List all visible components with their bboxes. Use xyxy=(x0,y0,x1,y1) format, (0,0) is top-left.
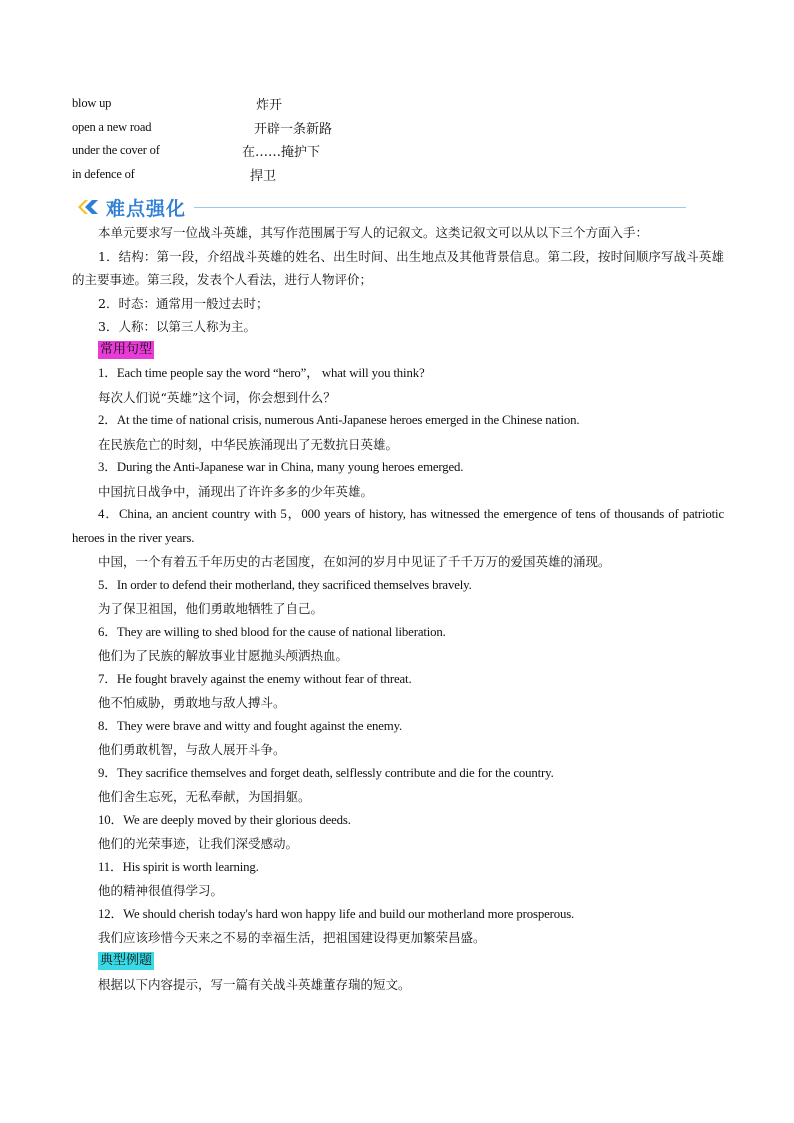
sentence-zh: 他们的光荣事迹，让我们深受感动。 xyxy=(98,836,299,851)
phrase-zh: 在……掩护下 xyxy=(242,145,321,161)
phrase-row xyxy=(72,116,724,140)
sentence-en: 7．He fought bravely against the enemy without fear of threat. xyxy=(98,671,412,686)
sentence-zh: 我们应该珍惜今天来之不易的幸福生活，把祖国建设得更加繁荣昌盛。 xyxy=(98,930,486,945)
phrase-list xyxy=(72,92,724,186)
sentence-en: 3．During the Anti-Japanese war in China, many young heroes emerged. xyxy=(98,460,464,474)
phrase-zh: 开辟一条新路 xyxy=(254,121,333,137)
sentence-en: 6．They are willing to shed blood for the cause of national liberation. xyxy=(98,624,446,639)
phrase-en: blow up xyxy=(72,96,112,111)
sentence-en: 10．We are deeply moved by their glorious deeds. xyxy=(98,812,351,827)
phrase-en: open a new road xyxy=(72,119,152,134)
double-chevron-icon xyxy=(76,197,102,217)
intro-paragraph: 本单元要求写一位战斗英雄，其写作范围属于写人的记叙文。这类记叙文可以从以下三个方面入手： xyxy=(98,225,649,240)
section-divider xyxy=(194,207,686,208)
section-title: 难点强化 xyxy=(106,197,187,220)
example-prompt: 根据以下内容提示，写一篇有关战斗英雄董存瑞的短文。 xyxy=(98,977,411,992)
intro-structure: 1．结构：第一段，介绍战斗英雄的姓名、出生时间、出生地点及其他背景信息。第二段，按时间顺序写战斗英雄的主要事迹。第三段，发表个人看法，进行人物评价； xyxy=(72,248,724,287)
sentence-en: 4．China, an ancient country with 5，000 years of history, has witnessed the emergence of tens of thousands of patriotic heroes in the river years. xyxy=(72,507,724,545)
sentence-zh: 他们舍生忘死，无私奉献，为国捐躯。 xyxy=(98,789,311,804)
tag-row xyxy=(72,339,724,363)
sentence-zh: 中国抗日战争中，涌现出了许许多多的少年英雄。 xyxy=(98,483,374,499)
phrase-row xyxy=(72,92,724,116)
sentence-zh: 他的精神很值得学习。 xyxy=(98,883,224,898)
sentence-zh: 为了保卫祖国，他们勇敢地牺牲了自己。 xyxy=(98,601,324,616)
sentence-en: 9．They sacrifice themselves and forget death, selflessly contribute and die for the country. xyxy=(98,765,554,780)
sentence-zh: 他不怕威胁，勇敢地与敌人搏斗。 xyxy=(98,695,286,710)
sentence-zh: 每次人们说“英雄”这个词，你会想到什么？ xyxy=(98,389,336,405)
document-page xyxy=(72,92,724,997)
sentence-en: 2．At the time of national crisis, numerous Anti-Japanese heroes emerged in the Chinese nation. xyxy=(98,413,580,427)
intro-person: 3．人称：以第三人称为主。 xyxy=(98,319,256,334)
sentence-en: 11．His spirit is worth learning. xyxy=(98,859,259,874)
example-tag: 典型例题 xyxy=(100,953,153,969)
phrase-zh: 捍卫 xyxy=(250,168,277,184)
sentence-zh: 他们勇敢机智，与敌人展开斗争。 xyxy=(98,742,286,757)
tag-row xyxy=(72,950,724,974)
phrase-row xyxy=(72,139,724,163)
sentence-zh: 在民族危亡的时刻，中华民族涌现出了无数抗日英雄。 xyxy=(98,436,399,452)
phrase-zh: 炸开 xyxy=(256,98,283,114)
sentence-list xyxy=(72,362,724,950)
intro-tense: 2．时态：通常用一般过去时； xyxy=(98,295,269,311)
sentence-zh: 中国，一个有着五千年历史的古老国度，在如河的岁月中见证了千千万万的爱国英雄的涌现。 xyxy=(98,554,611,569)
section-heading xyxy=(72,193,724,221)
sentence-zh: 他们为了民族的解放事业甘愿抛头颅洒热血。 xyxy=(98,648,349,663)
sentence-en: 1．Each time people say the word “hero”， what will you think? xyxy=(98,366,425,380)
sentences-tag: 常用句型 xyxy=(100,342,153,358)
phrase-row xyxy=(72,163,724,187)
sentence-en: 5．In order to defend their motherland, they sacrificed themselves bravely. xyxy=(98,577,472,592)
sentence-en: 12．We should cherish today's hard won happy life and build our motherland more prosperous. xyxy=(98,906,575,921)
sentence-en: 8．They were brave and witty and fought against the enemy. xyxy=(98,718,403,733)
phrase-en: in defence of xyxy=(72,166,135,181)
phrase-en: under the cover of xyxy=(72,143,160,158)
